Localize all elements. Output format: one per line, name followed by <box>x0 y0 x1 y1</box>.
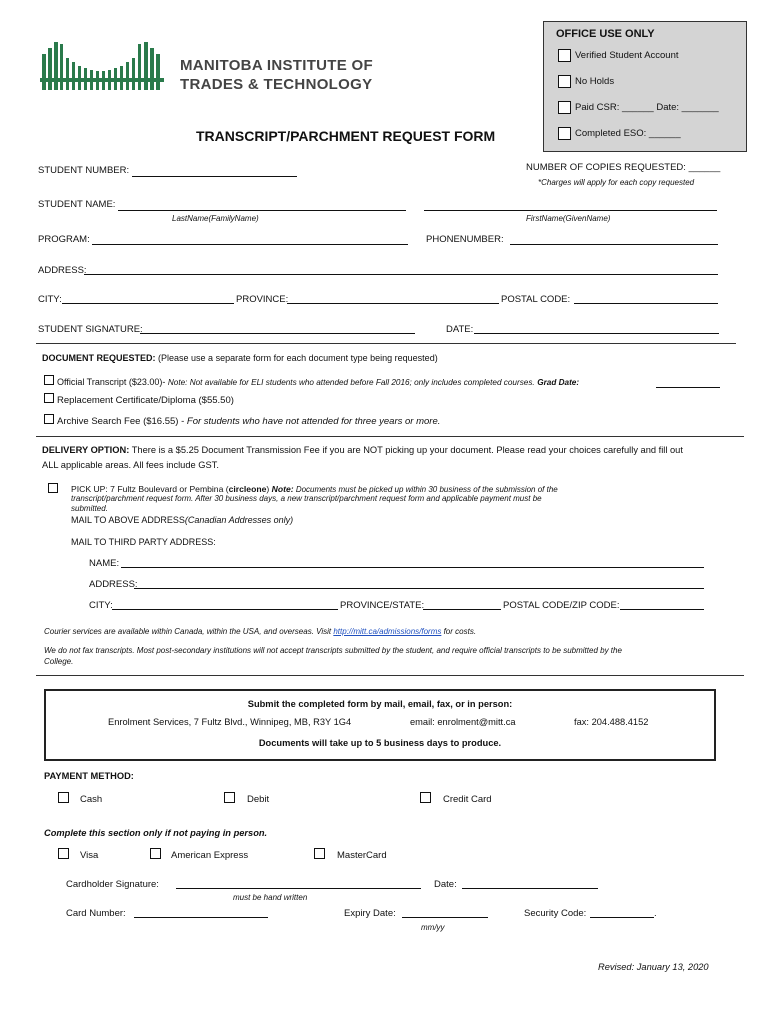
delivery-text-1: There is a $5.25 Document Transmission Fee if you are NOT picking up your document. Please read your choices carefully and fill out <box>129 445 683 455</box>
last-name-hint: LastName(FamilyName) <box>172 214 259 223</box>
first-name-hint: FirstName(GivenName) <box>526 214 611 223</box>
official-transcript-label: Official Transcript ($23.00)- <box>57 377 168 387</box>
card-section-note: Complete this section only if not paying in person. <box>44 828 268 838</box>
date-field[interactable] <box>474 333 719 334</box>
amex-label: American Express <box>171 850 249 861</box>
third-province-field[interactable] <box>423 609 501 610</box>
city-field[interactable] <box>62 303 234 304</box>
card-number-field[interactable] <box>134 917 268 918</box>
forms-link[interactable]: http://mitt.ca/admissions/forms <box>333 627 442 636</box>
third-city-label: CITY: <box>89 600 113 611</box>
cardholder-signature-field[interactable] <box>176 888 421 889</box>
expiry-label: Expiry Date: <box>344 908 396 919</box>
charges-note: *Charges will apply for each copy requested <box>538 178 695 187</box>
pickup-row <box>71 484 558 494</box>
courier-note <box>44 627 476 636</box>
debit-label: Debit <box>247 794 270 805</box>
archive-search-note: For students who have not attended for three years or more. <box>186 416 441 427</box>
no-holds-checkbox[interactable] <box>558 75 571 88</box>
mail-above-label: MAIL TO ABOVE ADDRESS <box>71 515 185 525</box>
postal-field[interactable] <box>574 303 718 304</box>
security-code-label: Security Code: <box>524 908 587 919</box>
no-holds-label: No Holds <box>575 76 615 87</box>
mail-above-row[interactable] <box>71 515 293 525</box>
verified-label: Verified Student Account <box>575 50 679 61</box>
courier-text: Courier services are available within Canada, within the USA, and overseas. Visit <box>44 627 334 636</box>
student-number-field[interactable] <box>132 176 297 177</box>
last-name-field[interactable] <box>118 210 406 211</box>
grad-date-field[interactable] <box>656 387 720 388</box>
third-postal-label: POSTAL CODE/ZIP CODE: <box>503 600 620 611</box>
office-use-box <box>543 21 747 152</box>
debit-checkbox[interactable] <box>224 792 235 803</box>
document-heading-row <box>42 353 438 363</box>
mail-third-party-label[interactable]: MAIL TO THIRD PARTY ADDRESS: <box>71 537 216 547</box>
security-code-field[interactable] <box>590 917 654 918</box>
submit-fax: fax: 204.488.4152 <box>574 717 649 727</box>
mitt-bridge-logo <box>40 40 168 92</box>
program-label: PROGRAM: <box>38 234 90 245</box>
official-transcript-checkbox[interactable] <box>44 375 54 385</box>
completed-label: Completed ESO: ______ <box>575 128 681 139</box>
archive-search-checkbox[interactable] <box>44 414 54 424</box>
postal-label: POSTAL CODE: <box>501 294 571 305</box>
completed-checkbox[interactable] <box>558 127 571 140</box>
amex-checkbox[interactable] <box>150 848 161 859</box>
document-heading: DOCUMENT REQUESTED: <box>42 353 156 363</box>
submit-box <box>44 689 716 761</box>
delivery-text-row <box>42 445 683 455</box>
mastercard-checkbox[interactable] <box>314 848 325 859</box>
handwritten-note: must be hand written <box>233 893 308 902</box>
grad-date-label: Grad Date: <box>537 378 580 387</box>
archive-search-option <box>57 416 440 427</box>
address-field[interactable] <box>84 274 718 275</box>
pickup-circle-one: circleone <box>228 484 267 494</box>
office-use-title: OFFICE USE ONLY <box>556 28 655 40</box>
official-transcript-note: Note: Not available for ELI students who attended before Fall 2016; only includes completed courses. <box>167 378 535 387</box>
replacement-certificate-checkbox[interactable] <box>44 393 54 403</box>
delivery-text-2: ALL applicable areas. All fees include GST. <box>42 460 219 470</box>
mmyy-hint: mm/yy <box>421 923 445 932</box>
third-province-label: PROVINCE/STATE: <box>340 600 425 611</box>
credit-card-label: Credit Card <box>443 794 492 805</box>
logo-line-1: MANITOBA INSTITUTE OF <box>180 57 373 74</box>
student-number-label: STUDENT NUMBER: <box>38 165 130 176</box>
fax-note-line-2: College. <box>44 657 74 666</box>
visa-checkbox[interactable] <box>58 848 69 859</box>
expiry-field[interactable] <box>402 917 488 918</box>
address-label: ADDRESS: <box>38 265 87 276</box>
form-title: TRANSCRIPT/PARCHMENT REQUEST FORM <box>196 128 496 144</box>
courier-text-end: for costs. <box>441 627 477 636</box>
third-postal-field[interactable] <box>620 609 704 610</box>
province-label: PROVINCE: <box>236 294 289 305</box>
date-label: DATE: <box>446 324 474 335</box>
pickup-note: Documents must be picked up within 30 business of the submission of the <box>293 485 558 494</box>
first-name-field[interactable] <box>424 210 717 211</box>
card-number-label: Card Number: <box>66 908 126 919</box>
submit-heading: Submit the completed form by mail, email, fax, or in person: <box>247 699 513 709</box>
divider-1 <box>36 343 736 344</box>
city-label: CITY: <box>38 294 62 305</box>
signature-label: STUDENT SIGNATURE: <box>38 324 143 335</box>
mail-above-note: (Canadian Addresses only) <box>184 515 294 525</box>
pickup-checkbox[interactable] <box>48 483 58 493</box>
phone-label: PHONENUMBER: <box>426 234 504 245</box>
divider-3 <box>36 675 744 676</box>
official-transcript-option <box>57 377 579 387</box>
cash-checkbox[interactable] <box>58 792 69 803</box>
delivery-heading: DELIVERY OPTION: <box>42 445 130 455</box>
submit-address: Enrolment Services, 7 Fultz Blvd., Winnipeg, MB, R3Y 1G4 <box>108 717 352 727</box>
pickup-paren: ) <box>266 484 272 494</box>
document-heading-note: (Please use a separate form for each document type being requested) <box>158 353 438 363</box>
third-name-label: NAME: <box>89 558 120 569</box>
paid-label: Paid CSR: ______ Date: _______ <box>575 102 719 113</box>
divider-2 <box>36 436 744 437</box>
third-city-field[interactable] <box>112 609 338 610</box>
card-date-field[interactable] <box>462 888 598 889</box>
paid-checkbox[interactable] <box>558 101 571 114</box>
submit-note: Documents will take up to 5 business days to produce. <box>258 738 502 748</box>
submit-email: email: enrolment@mitt.ca <box>410 717 516 727</box>
program-field[interactable] <box>92 244 408 245</box>
mastercard-label: MasterCard <box>337 850 387 861</box>
cardholder-label: Cardholder Signature: <box>66 879 159 890</box>
credit-card-checkbox[interactable] <box>420 792 431 803</box>
card-date-label: Date: <box>434 879 457 890</box>
payment-heading: PAYMENT METHOD: <box>44 771 134 781</box>
third-name-field[interactable] <box>121 567 704 568</box>
pickup-note-line-3: submitted. <box>71 504 108 513</box>
third-address-field[interactable] <box>134 588 704 589</box>
phone-field[interactable] <box>510 244 718 245</box>
third-address-label: ADDRESS: <box>89 579 138 590</box>
signature-field[interactable] <box>140 333 415 334</box>
visa-label: Visa <box>80 850 99 861</box>
revised-date: Revised: January 13, 2020 <box>598 962 709 972</box>
archive-search-label: Archive Search Fee ($16.55) - <box>57 416 187 427</box>
verified-checkbox[interactable] <box>558 49 571 62</box>
pickup-label: PICK UP: 7 Fultz Boulevard or Pembina ( <box>71 484 229 494</box>
fax-note-line-1: We do not fax transcripts. Most post-secondary institutions will not accept transcripts submitted by the student, and require official transcripts to be submitted by the <box>44 646 622 655</box>
security-code-end: . <box>654 908 657 919</box>
student-name-label: STUDENT NAME: <box>38 199 116 210</box>
copies-label: NUMBER OF COPIES REQUESTED: ______ <box>526 162 721 173</box>
pickup-note-line-2: transcript/parchment request form. After 30 business days, a new transcript/parchment request form and applicable payment must be <box>71 494 542 503</box>
replacement-certificate-label: Replacement Certificate/Diploma ($55.50) <box>57 395 234 406</box>
logo-line-2: TRADES & TECHNOLOGY <box>180 76 373 93</box>
cash-label: Cash <box>80 794 103 805</box>
pickup-note-label: Note: <box>271 484 294 494</box>
province-field[interactable] <box>287 303 499 304</box>
